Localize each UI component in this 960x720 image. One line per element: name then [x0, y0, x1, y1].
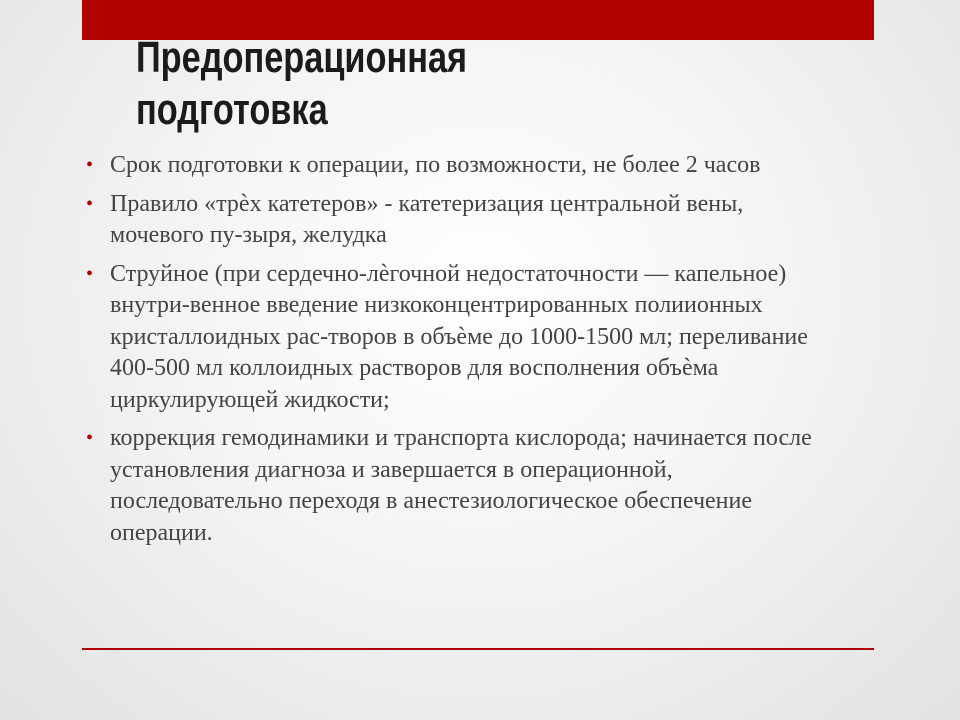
bullet-item-1 — [82, 150, 842, 182]
bullet-text-1: Срок подготовки к операции, по возможности, не более 2 часов — [110, 152, 761, 178]
slide-title-line-1: Предоперационная — [136, 33, 468, 82]
bullet-marker-icon: • — [86, 427, 94, 449]
slide-body — [82, 150, 842, 556]
bullet-item-4 — [82, 423, 842, 549]
bullet-item-3 — [82, 259, 842, 417]
slide-title-line-2: подготовка — [136, 85, 328, 134]
bullet-list — [82, 150, 842, 549]
bullet-text-3: Струйное (при сердечно-лѐгочной недостаточности — капельное) внутри-венное введение низкоконцентрированных полиионных кристаллоидных рас-творов в объѐме до 1000-1500 мл; переливание 400-500 мл коллоидных растворов для восполнения объѐма циркулирующей жидкости; — [110, 260, 808, 413]
bullet-marker-icon: • — [86, 154, 94, 176]
bullet-item-2 — [82, 189, 842, 252]
slide-title — [136, 32, 682, 136]
bullet-text-2: Правило «трѐх катетеров» - катетеризация центральной вены, мочевого пу-зыря, желудка — [110, 190, 744, 248]
bullet-marker-icon: • — [86, 192, 94, 215]
bullet-marker-icon: • — [86, 262, 94, 285]
bottom-accent-line — [82, 648, 874, 650]
bullet-text-4: коррекция гемодинамики и транспорта кислорода; начинается после установления диагноза и завершается в операционной, последовательно переходя в анестезиологическое обеспечение операции. — [110, 425, 812, 546]
